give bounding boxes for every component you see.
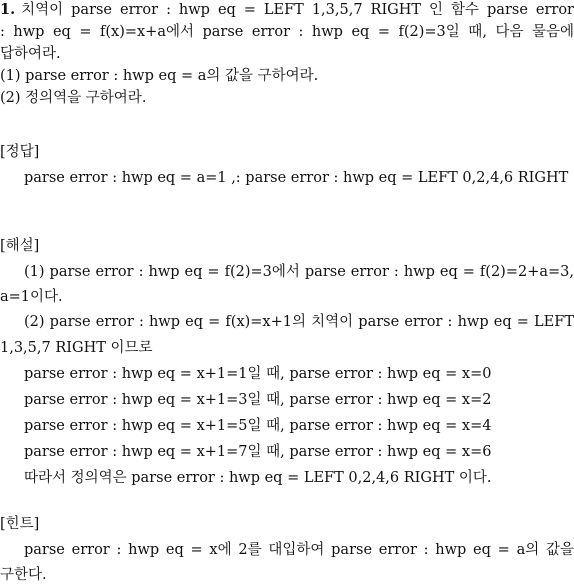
problem-line-1 — [0, 0, 574, 20]
question-2: (2) 정의역을 구하여라. — [0, 90, 147, 106]
explanation-conclusion: 따라서 정의역은 parse error : hwp eq = LEFT 0,2,4,6 RIGHT 이다. — [24, 470, 492, 486]
hint-heading: [힌트] — [0, 516, 40, 532]
problem-line-3: 답하여라. — [0, 46, 61, 62]
explanation-case-2: parse error : hwp eq = x+1=3일 때, parse error : hwp eq = x=2 — [24, 392, 492, 408]
explanation-p2-line-1: (2) parse error : hwp eq = f(x)=x+1의 치역이 parse error : hwp eq = LEFT — [24, 314, 574, 330]
explanation-case-4: parse error : hwp eq = x+1=7일 때, parse error : hwp eq = x=6 — [24, 444, 492, 460]
explanation-case-1: parse error : hwp eq = x+1=1일 때, parse error : hwp eq = x=0 — [24, 366, 492, 382]
answer-text: parse error : hwp eq = a=1 ,: parse error : hwp eq = LEFT 0,2,4,6 RIGHT — [24, 170, 569, 186]
answer-heading: [정답] — [0, 144, 40, 160]
problem-text-1: 치역이 parse error : hwp eq = LEFT 1,3,5,7 RIGHT 인 함수 parse error — [21, 2, 574, 18]
question-1: (1) parse error : hwp eq = a의 값을 구하여라. — [0, 68, 319, 84]
hint-line-2: 구한다. — [0, 567, 47, 583]
explanation-p1-line-1: (1) parse error : hwp eq = f(2)=3에서 parse error : hwp eq = f(2)=2+a=3, — [24, 264, 574, 280]
problem-line-2: : hwp eq = f(x)=x+a에서 parse error : hwp eq = f(2)=3일 때, 다음 물음에 — [0, 24, 574, 40]
explanation-p2-line-2: 1,3,5,7 RIGHT 이므로 — [0, 340, 153, 356]
explanation-p1-line-2: a=1이다. — [0, 289, 63, 305]
problem-number: 1. — [0, 1, 16, 18]
hint-line-1: parse error : hwp eq = x에 2를 대입하여 parse error : hwp eq = a의 값을 — [24, 542, 574, 558]
explanation-case-3: parse error : hwp eq = x+1=5일 때, parse error : hwp eq = x=4 — [24, 418, 492, 434]
explanation-heading: [해설] — [0, 238, 40, 254]
